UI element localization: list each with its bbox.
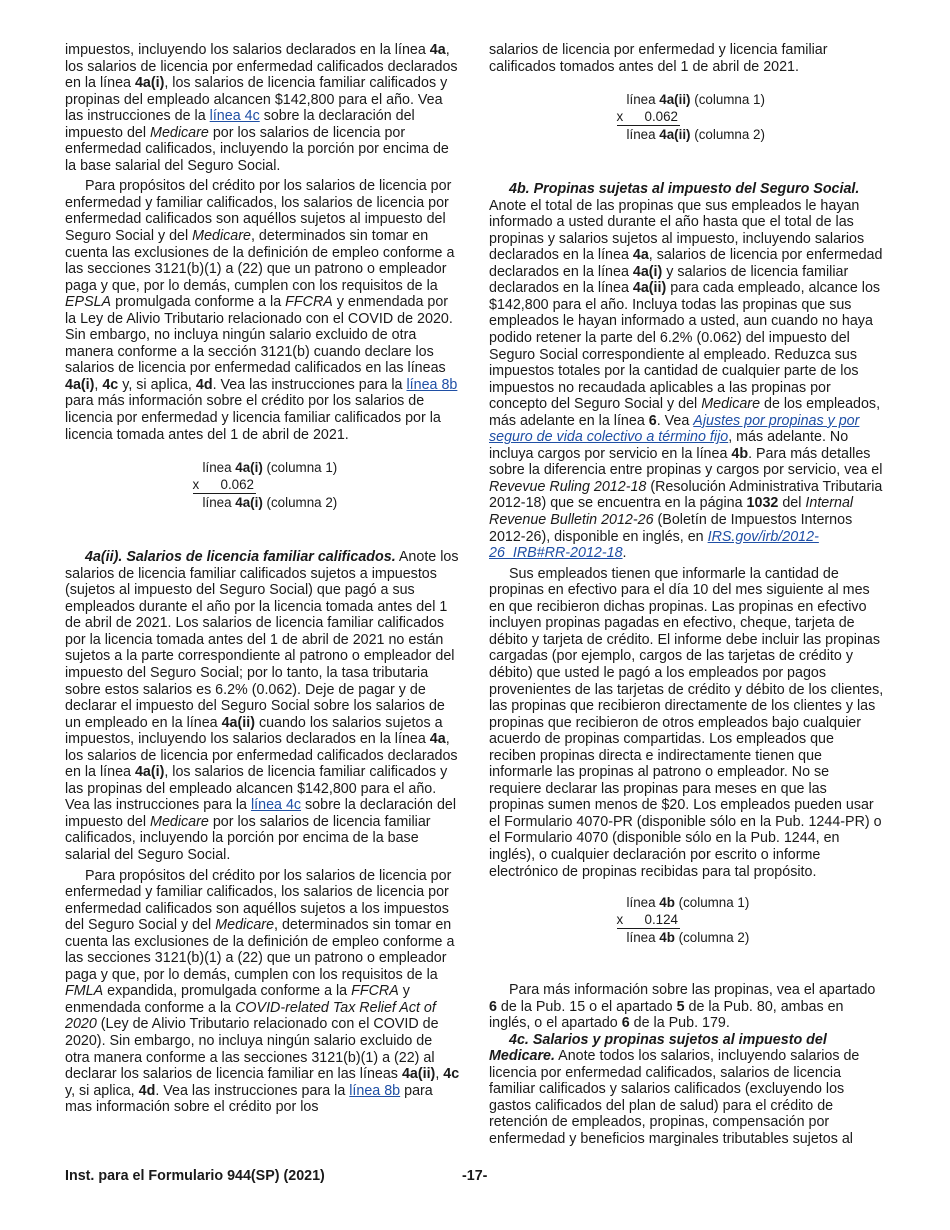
text: Para propósitos del crédito por los salarios de licencia por enfermedad y familiar calificados, los salarios de licencia por enfermedad calificados son aquéllos sujetos a los impuestos del Seguro Social y del xyxy=(65,867,452,934)
multiply-sign: x xyxy=(616,912,624,928)
text: cuando los salarios sujetos a impuestos, incluyendo los salarios declarados en la línea xyxy=(65,714,443,748)
text: expandida, promulgada conforme a la xyxy=(103,983,352,1000)
text: línea xyxy=(626,930,660,946)
text: Para más información sobre las propinas, vea el apartado xyxy=(509,982,876,999)
multiply-sign: x xyxy=(616,109,624,125)
text: impuestos, incluyendo los salarios declarados en la línea xyxy=(65,42,430,58)
text: (Boletín de Impuestos Internos 2012-26), disponible en inglés, en xyxy=(489,512,853,545)
italic-text: FFCRA xyxy=(285,294,333,311)
text: (columna 2) xyxy=(690,127,765,143)
text: salarios de licencia por enfermedad y licencia familiar calificados tomados antes del 1 de abril de 2021. xyxy=(489,42,828,75)
text: . Vea las instrucciones para la xyxy=(212,376,407,393)
text: para más información sobre el crédito por los salarios de licencia por enfermedad y licencia familiar calificados por la licencia tomada antes del 1 de abril de 2021. xyxy=(65,393,441,443)
text: , los salarios de licencia familiar calificados y propinas del empleado alcancen $142,800 para el año. Vea las instrucciones de la xyxy=(65,75,448,125)
italic-text: Medicare xyxy=(215,917,275,934)
text: por los salarios de licencia familiar calificados, incluyendo la porción por encima de la base salarial del Seguro Social. xyxy=(65,813,431,863)
multiplier-underline xyxy=(617,108,681,126)
bold-text: 4a(i) xyxy=(235,495,263,511)
bold-text: 6 xyxy=(648,412,657,429)
calc-line-1 xyxy=(617,91,765,108)
multiplier-underline xyxy=(193,476,257,494)
italic-text: EPSLA xyxy=(65,294,112,311)
text: sobre la declaración del impuesto del xyxy=(65,797,457,830)
text: línea xyxy=(626,895,660,911)
italic-text: Medicare xyxy=(150,813,209,830)
multiplier-value: 0.124 xyxy=(644,912,679,928)
text: de la Pub. 179. xyxy=(629,1015,730,1032)
bold-text: 4d xyxy=(195,376,213,393)
text: y, si aplica, xyxy=(118,376,196,393)
italic-text: Revevue Ruling 2012-18 xyxy=(489,478,647,495)
link-linea-8b[interactable]: línea 8b xyxy=(349,1082,401,1099)
text: , los salarios de licencia por enfermedad calificados declarados en la línea xyxy=(65,731,458,781)
bold-text: 4a(ii) xyxy=(659,127,691,143)
calc-multiplier xyxy=(617,108,757,126)
bold-text: 4c xyxy=(443,1066,460,1083)
text: . Vea xyxy=(656,412,694,429)
section-heading: 4c. Salarios y propinas sujetos al impuesto del Medicare. xyxy=(489,1031,827,1065)
calculation-block xyxy=(192,459,338,511)
multiplier-value: 0.062 xyxy=(220,477,255,493)
calculation-block xyxy=(617,894,757,946)
bold-text: 4a(ii) xyxy=(659,92,691,108)
text: , los salarios de licencia familiar calificados y las propinas del empleado alcancen $142,800 para el año. Vea las instrucciones para la xyxy=(65,764,448,814)
text: y enmendada conforme a la xyxy=(65,983,410,1016)
calc-line-2 xyxy=(193,494,338,511)
bold-text: 4a xyxy=(429,731,446,748)
link-irs-gov-irb[interactable]: IRS.gov/irb/2012-26_IRB#RR-2012-18 xyxy=(489,528,819,562)
bold-text: 5 xyxy=(676,998,685,1015)
text: (Ley de Alivio Tributario relacionado con el COVID de 2020). Sin embargo, no incluya ningún salario excluido de otra manera conforme a las secciones 3121(b)(1) a (22) al declarar los salarios de licencia familiar en las líneas xyxy=(65,1016,439,1083)
bold-text: 4a(i) xyxy=(65,376,95,393)
bold-text: 4a xyxy=(429,42,446,58)
italic-text: Medicare xyxy=(701,396,761,413)
link-ajustes-por-propinas[interactable]: Ajustes por propinas y por seguro de vida colectivo a término fijo xyxy=(489,412,860,446)
left-column xyxy=(65,42,460,1116)
italic-text: FMLA xyxy=(65,983,104,1000)
text: línea xyxy=(202,495,236,511)
calc-line-2 xyxy=(617,126,765,143)
italic-text: FFCRA xyxy=(351,983,399,1000)
text: del xyxy=(778,495,806,512)
page-number: -17- xyxy=(462,1168,488,1184)
bold-text: 4a(ii) xyxy=(401,1066,436,1083)
multiply-sign: x xyxy=(192,477,200,493)
calc-line-1 xyxy=(193,459,338,476)
text: , xyxy=(435,1066,444,1083)
text: Para propósitos del crédito por los salarios de licencia por enfermedad y familiar calificados, los salarios de licencia por enfermedad calificados son aquéllos sujetos al impuesto del Seguro Social y del xyxy=(65,178,452,245)
text: por los salarios de licencia por enfermedad calificados, incluyendo la porción por encima de la base salarial del Seguro Social. xyxy=(65,124,449,174)
italic-text: Medicare xyxy=(150,124,209,141)
paragraph xyxy=(489,42,884,75)
link-linea-8b[interactable]: línea 8b xyxy=(406,376,458,393)
bold-text: 4b xyxy=(731,445,749,462)
paragraph xyxy=(65,549,460,863)
text: . Para más detalles sobre la diferencia entre propinas y cargos por servicio, vea el xyxy=(489,445,883,479)
italic-text: COVID-related Tax Relief Act of 2020 xyxy=(65,999,436,1033)
bold-text: 4b xyxy=(659,930,675,946)
text: Anote el total de las propinas que sus empleados le hayan informado a usted durante el año hasta que el total de las propinas y salarios sujetos al impuesto, incluyendo salarios declarados en la línea xyxy=(489,197,865,264)
text: , determinados sin tomar en cuenta las exclusiones de la definición de empleo conforme a las secciones 3121(b)(1) a (22) que un patrono o empleador paga y que, por lo demás, cumplen con los requisitos de la xyxy=(65,228,455,294)
footer-form-title: Inst. para el Formulario 944(SP) (2021) xyxy=(65,1168,325,1184)
text: promulgada conforme a la xyxy=(111,294,286,311)
text: , determinados sin tomar en cuenta las exclusiones de la definición de empleo conforme a las secciones 3121(b)(1) a (22) que un patrono o empleador paga y que, por lo demás, cumplen con los requisitos de la xyxy=(65,917,455,983)
text: y salarios de licencia familiar declarados en la línea xyxy=(489,263,849,297)
calc-line-2 xyxy=(617,929,757,946)
text: sobre la declaración del impuesto del xyxy=(65,108,415,141)
multiplier-underline xyxy=(617,911,681,929)
text: (Resolución Administrativa Tributaria 2012-18) que se encuentra en la página xyxy=(489,478,883,512)
paragraph xyxy=(489,566,884,880)
text: y enmendada por la Ley de Alivio Tributario relacionado con el COVID de 2020. Sin embargo, no incluya ningún salario excluido de otra manera conforme a la sección 3121(b) cuando declare los salarios de licencia por enfermedad calificados en las líneas xyxy=(65,294,453,377)
section-heading: 4a(ii). Salarios de licencia familiar calificados. xyxy=(85,549,396,566)
italic-text: Medicare xyxy=(192,228,251,245)
bold-text: 4b xyxy=(659,895,675,911)
text: (columna 2) xyxy=(674,930,750,946)
text: y, si aplica, xyxy=(65,1082,139,1099)
text: línea xyxy=(626,92,660,108)
text: (columna 2) xyxy=(262,495,338,511)
text: línea xyxy=(626,127,660,143)
paragraph xyxy=(65,42,460,174)
text: de la Pub. 15 o el apartado xyxy=(496,998,677,1015)
text: , más adelante. No incluya cargos por servicio en la línea xyxy=(489,429,849,462)
section-heading: 4b. Propinas sujetas al impuesto del Seguro Social. xyxy=(509,181,860,198)
calc-multiplier xyxy=(193,476,333,494)
text: para mas información sobre el crédito por los xyxy=(65,1082,433,1116)
text: línea xyxy=(202,460,236,476)
bold-text: 4d xyxy=(138,1082,156,1099)
calculation-block xyxy=(616,91,765,143)
bold-text: 4a(ii) xyxy=(221,714,255,731)
text: (columna 1) xyxy=(262,460,338,476)
bold-text: 1032 xyxy=(746,495,779,512)
link-linea-4c[interactable]: línea 4c xyxy=(250,797,302,814)
bold-text: 4a(i) xyxy=(134,75,165,92)
paragraph xyxy=(489,181,884,562)
bold-text: 6 xyxy=(621,1015,630,1032)
text: , xyxy=(94,376,103,393)
text: . Vea las instrucciones para la xyxy=(155,1082,350,1099)
text: (columna 1) xyxy=(674,895,750,911)
bold-text: 4c xyxy=(102,376,119,393)
paragraph xyxy=(489,1032,884,1148)
right-column xyxy=(489,42,884,1148)
paragraph xyxy=(65,178,460,443)
multiplier-value: 0.062 xyxy=(644,109,679,125)
bold-text: 4a(i) xyxy=(235,460,263,476)
text: de la Pub. 80, ambas en inglés, o el apartado xyxy=(489,998,844,1032)
text: , los salarios de licencia por enfermedad calificados declarados en la línea xyxy=(65,42,458,92)
text: , salarios de licencia por enfermedad declarados en la línea xyxy=(489,247,883,280)
paragraph xyxy=(65,868,460,1116)
link-linea-4c[interactable]: línea 4c xyxy=(209,108,260,125)
paragraph xyxy=(489,982,884,1032)
text: de los empleados, más adelante en la línea xyxy=(489,396,881,429)
bold-text: 4a(i) xyxy=(134,764,165,781)
italic-text: Internal Revenue Bulletin 2012-26 xyxy=(489,495,854,529)
bold-text: 4a xyxy=(632,247,649,264)
bold-text: 4a(ii) xyxy=(632,280,667,297)
bold-text: 6 xyxy=(489,998,497,1015)
calc-multiplier xyxy=(617,911,757,929)
text: (columna 1) xyxy=(690,92,765,108)
text: para cada empleado, alcance los $142,800 para el año. Incluya todas las propinas que sus empleados le hayan informado a usted, aun cuando no haya podido retener la parte del 6.2% (0.062) del impuesto del Seguro Social correspondiente al empleado. Reduzca sus impuestos totales por la cantidad de cualquier parte de los impuestos no recaudada aplicables a las propinas por concepto del Seguro Social y del xyxy=(489,280,881,413)
bold-text: 4a(i) xyxy=(632,263,663,280)
text: Sus empleados tienen que informarle la cantidad de propinas en efectivo para el día 10 del mes siguiente al mes en que recibieron dichas propinas. Las propinas en efectivo incluyen propinas pagadas en efectivo, cheque, tarjeta de débito y tarjeta de crédito. El informe debe incluir las propinas cargadas (por ejemplo, cargos de las tarjetas de crédito y débito) que usted le pagó a los empleados por pagos provenientes de las tarjetas de crédito y débito de los clientes, las propinas que recibieron directamente de los clientes y las propinas que recibieron de otros empleados bajo cualquier acuerdo de propinas compartidas. Los empleados que reciben propinas directa e indirectamente tienen que informarle las propinas al patrono o empleador. No se requiere declarar las propinas para meses en que las propinas sumen menos de $20. Los empleados pueden usar el Formulario 4070-PR (disponible sólo en la Pub. 1244-PR) o el Formulario 4070 (disponible sólo en la Pub. 1244, en inglés), o cualquier declaración por escrito o informe electrónico de propinas recibidas para tal propósito. xyxy=(489,565,884,880)
text: Anote todos los salarios, incluyendo salarios de licencia por enfermedad calificados, salarios de licencia familiar calificados y salarios calificados (excluyendo los gastos calificados del plan de salud) para el crédito de retención de empleados, propinas, compensación por enfermedad y beneficios marginales tributables sujetos al xyxy=(489,1048,860,1147)
calc-line-1 xyxy=(617,894,757,911)
text: Anote los salarios de licencia familiar calificados sujetos a impuestos (sujetos al impuesto del Seguro Social) que pagó a sus empleados durante el año por la licencia tomada antes del 1 de abril de 2021. Los salarios de licencia familiar calificados por la licencia tomada antes del 1 de abril de 2021 no están sujetos a la parte correspondiente al patrono o empleador del impuesto del Seguro Social; por lo tanto, la tasa tributaria sobre estos salarios es 6.2% (0.062). Deje de pagar y de declarar el impuesto del Seguro Social sobre los salarios de un empleado en la línea xyxy=(65,549,459,731)
text: . xyxy=(622,545,627,562)
